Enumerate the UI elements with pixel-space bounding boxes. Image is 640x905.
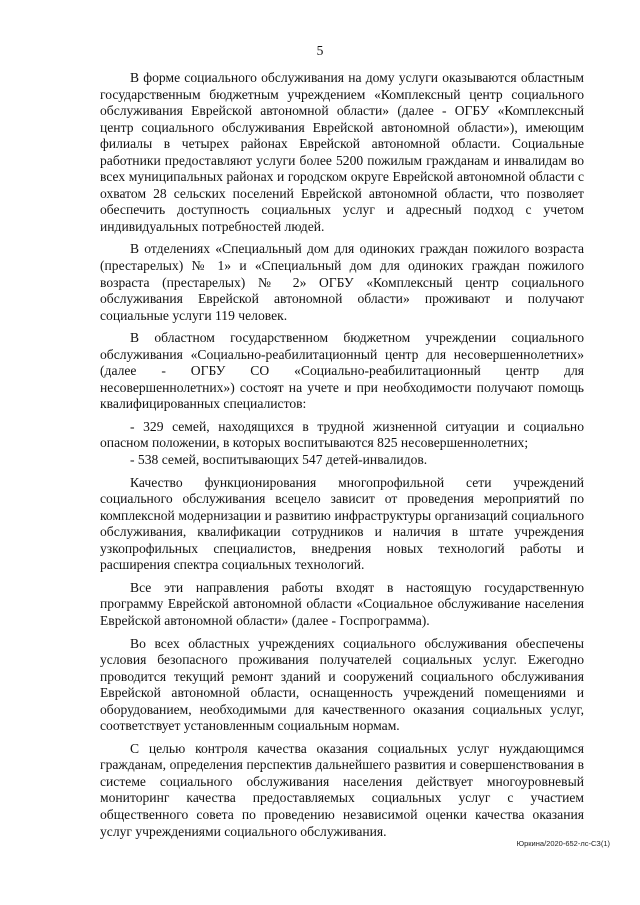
paragraph-rehab-center: В областном государственном бюджетном учреждении социального обслуживания «Социально-реабилитационный центр для несовершеннолетних» (далее - ОГБУ СО «Социально-реабилитационный центр для несовершеннолетних») состоят на учете и при необходимости получают помощь квалифицированных специалистов:	[100, 330, 584, 412]
paragraph-monitoring: С целью контроля качества оказания социальных услуг нуждающимся гражданам, определения перспектив дальнейшего развития и совершенствования в системе социального обслуживания населения действует многоуровневый мониторинг качества предоставляемых социальных услуг с участием общественного совета по проведению независимой оценки качества оказания услуг учреждениями социального обслуживания.	[100, 740, 584, 839]
paragraph-quality: Качество функционирования многопрофильной сети учреждений социального обслуживания всецело зависит от проведения мероприятий по комплексной модернизации и развитию инфраструктуры организаций социального обслуживания, квалификации сотрудников и наличия в штате учреждения узкопрофильных специалистов, внедрения новых технологий работы и расширения спектра социальных технологий.	[100, 474, 584, 573]
document-body	[100, 70, 584, 846]
paragraph-safety: Во всех областных учреждениях социального обслуживания обеспечены условия безопасного проживания получателей социальных услуг. Ежегодно проводится текущий ремонт зданий и сооружений социального обслуживания Еврейской автономной области, оснащенность учреждений помещениями и оборудованием, необходимыми для качественного оказания социальных услуг, соответствует установленным социальным нормам.	[100, 635, 584, 734]
paragraph-program: Все эти направления работы входят в настоящую государственную программу Еврейской автономной области «Социальное обслуживание населения Еврейской автономной области» (далее - Госпрограмма).	[100, 579, 584, 628]
paragraph-home-services: В форме социального обслуживания на дому услуги оказываются областным государственным бюджетным учреждением «Комплексный центр социального обслуживания Еврейской автономной области» (далее - ОГБУ «Комплексный центр социального обслуживания Еврейской автономной области»), имеющим филиалы в четырех районах Еврейской автономной области. Социальные работники предоставляют услуги более 5200 пожилым гражданам и инвалидам во всех муниципальных районах и городском округе Еврейской автономной области с охватом 28 сельских поселений Еврейской автономной области, что позволяет обеспечить доступность социальных услуг и адресный подход с учетом индивидуальных потребностей людей.	[100, 70, 584, 234]
list-item-families-difficult: - 329 семей, находящихся в трудной жизненной ситуации и социально опасном положении, в которых воспитываются 825 несовершеннолетних;	[100, 418, 584, 451]
list-item-families-disabled-children: - 538 семей, воспитывающих 547 детей-инвалидов.	[130, 452, 428, 468]
document-code: Юркина/2020-652-лс-СЗ(1)	[516, 839, 610, 848]
paragraph-special-homes: В отделениях «Специальный дом для одиноких граждан пожилого возраста (престарелых) № 1» и «Специальный дом для одиноких граждан пожилого возраста (престарелых) № 2» ОГБУ «Комплексный центр социального обслуживания Еврейской автономной области» проживают и получают социальные услуги 119 человек.	[100, 241, 584, 323]
page-number: 5	[316, 43, 324, 58]
